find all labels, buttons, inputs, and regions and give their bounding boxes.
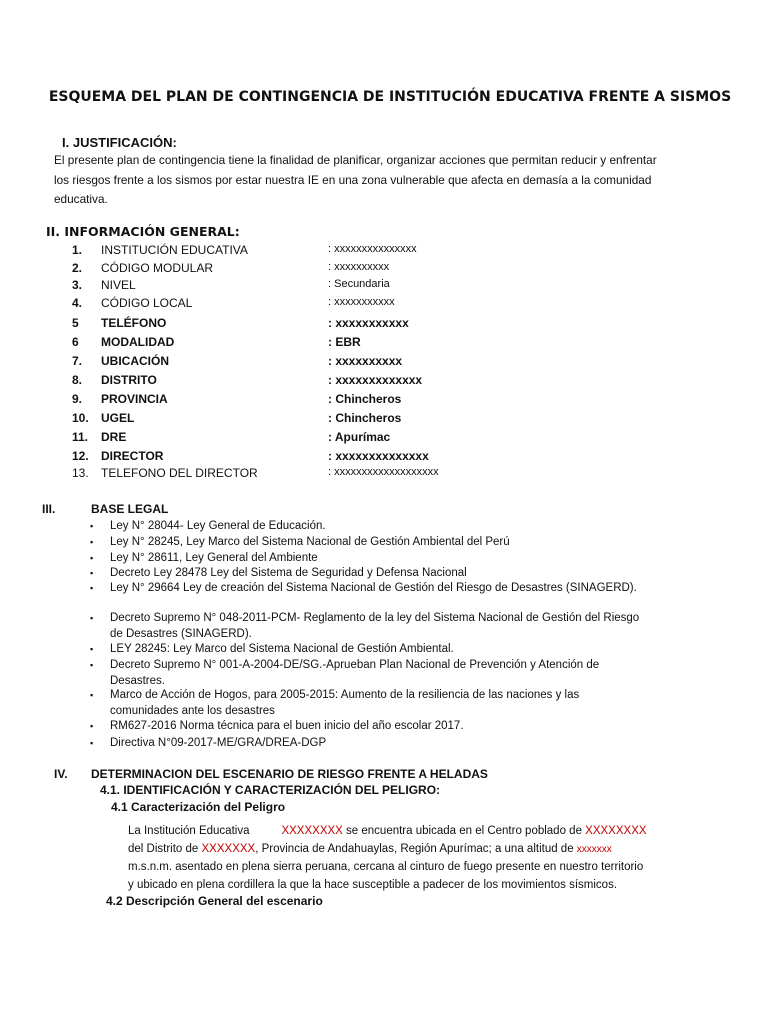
paragraph-text: , Provincia de Andahuaylas, Región Apurímac; a una altitud de [255, 843, 577, 855]
placeholder-altitud: xxxxxxx [576, 844, 612, 855]
paragraph-line [128, 840, 658, 858]
paragraph-line [128, 822, 658, 840]
bullet-icon: ▪ [90, 568, 94, 578]
legal-item-text: Directiva N°09-2017-ME/GRA/DREA-DGP [110, 737, 327, 749]
info-label: DISTRITO [101, 373, 157, 387]
section-informacion-heading: II. INFORMACIÓN GENERAL: [46, 224, 240, 239]
info-value: : xxxxxxxxxxx [328, 316, 409, 330]
info-label: UBICACIÓN [101, 354, 169, 368]
info-num: 5 [72, 316, 79, 330]
justificacion-line-3: educativa. [54, 192, 108, 206]
legal-item-text: RM627-2016 Norma técnica para el buen inicio del año escolar 2017. [110, 720, 464, 732]
info-row [0, 354, 768, 372]
document-title: ESQUEMA DEL PLAN DE CONTINGENCIA DE INSTITUCIÓN EDUCATIVA FRENTE A SISMOS [48, 89, 732, 105]
paragraph-text: del Distrito de [128, 843, 202, 855]
info-num: 6 [72, 335, 79, 349]
info-value: : xxxxxxxxxxxxxx [328, 449, 429, 463]
info-num: 10. [72, 411, 89, 425]
info-label: DRE [101, 430, 127, 444]
info-value: : Apurímac [328, 430, 391, 444]
info-num: 7. [72, 354, 83, 368]
info-value: : Chincheros [328, 411, 402, 425]
info-num: 4. [72, 296, 83, 310]
info-label: TELÉFONO [101, 316, 167, 330]
info-label: DIRECTOR [101, 449, 164, 463]
paragraph-text: se encuentra ubicada en el Centro poblado de [342, 825, 586, 837]
info-num: 13. [72, 466, 89, 480]
paragraph-line: y ubicado en plena cordillera la que la hace susceptible a padecer de los movimientos sísmicos. [128, 879, 618, 891]
placeholder-centro-poblado: XXXXXXXX [585, 825, 647, 837]
section-base-legal-heading: BASE LEGAL [91, 502, 169, 516]
bullet-icon: ▪ [90, 721, 94, 731]
info-num: 11. [72, 430, 89, 444]
bullet-icon: ▪ [90, 521, 94, 531]
bullet-icon: ▪ [90, 738, 94, 748]
legal-item-text: Decreto Ley 28478 Ley del Sistema de Seguridad y Defensa Nacional [110, 567, 467, 579]
bullet-icon: ▪ [90, 690, 94, 700]
section-justificacion-heading: I. JUSTIFICACIÓN: [62, 135, 177, 150]
legal-item-text: Ley N° 29664 Ley de creación del Sistema Nacional de Gestión del Riesgo de Desastres (SINAGERD). [110, 582, 637, 594]
info-num: 8. [72, 373, 83, 387]
info-value: : EBR [328, 335, 361, 349]
info-label: CÓDIGO MODULAR [101, 261, 214, 275]
placeholder-distrito: XXXXXXX [201, 843, 256, 855]
section-escenario-heading: DETERMINACION DEL ESCENARIO DE RIESGO FRENTE A HELADAS [91, 767, 488, 781]
section-base-legal-number: III. [42, 502, 56, 516]
justificacion-line-1: El presente plan de contingencia tiene la finalidad de planificar, organizar acciones que permitan reducir y enfrentar [54, 153, 657, 167]
info-value: : xxxxxxxxxxxxx [328, 373, 423, 387]
info-num: 3. [72, 278, 83, 292]
bullet-icon: ▪ [90, 583, 94, 593]
justificacion-paragraph [54, 151, 657, 210]
info-row [0, 392, 768, 410]
placeholder-institution: XXXXXXXX [281, 825, 343, 837]
subsection-identificacion-heading: 4.1. IDENTIFICACIÓN Y CARACTERIZACIÓN DEL PELIGRO: [100, 783, 441, 797]
info-row [0, 373, 768, 391]
bullet-icon: ▪ [90, 613, 94, 623]
info-row [0, 316, 768, 334]
info-row [0, 449, 768, 467]
info-row [0, 430, 768, 448]
info-num: 9. [72, 392, 83, 406]
legal-item-text: Ley N° 28611, Ley General del Ambiente [110, 552, 318, 564]
bullet-icon: ▪ [90, 660, 94, 670]
info-row [0, 278, 768, 296]
legal-item-text: Ley N° 28245, Ley Marco del Sistema Nacional de Gestión Ambiental del Perú [110, 536, 510, 548]
info-row [0, 261, 768, 279]
bullet-icon: ▪ [90, 553, 94, 563]
info-row [0, 296, 768, 314]
legal-item-text: LEY 28245: Ley Marco del Sistema Nacional de Gestión Ambiental. [110, 643, 454, 655]
paragraph-text: La Institución Educativa [128, 825, 250, 837]
info-label: CÓDIGO LOCAL [101, 296, 193, 310]
legal-item-text: Ley N° 28044- Ley General de Educación. [110, 520, 326, 532]
info-num: 12. [72, 449, 89, 463]
info-value: : Chincheros [328, 392, 402, 406]
info-label: MODALIDAD [101, 335, 175, 349]
caracterizacion-paragraph [128, 822, 658, 894]
info-row [0, 466, 768, 484]
info-value: : xxxxxxxxxxxxxxxxxxx [328, 466, 439, 478]
info-label: TELEFONO DEL DIRECTOR [101, 466, 258, 480]
info-label: NIVEL [101, 278, 136, 292]
info-value: : Secundaria [328, 278, 390, 290]
paragraph-line: m.s.n.m. asentado en plena sierra peruana, cercana al cinturo de fuego presente en nuestro territorio [128, 861, 644, 873]
info-row [0, 243, 768, 261]
info-num: 1. [72, 243, 83, 257]
legal-item-text: Decreto Supremo N° 001-A-2004-DE/SG.-Aprueban Plan Nacional de Prevención y Atención de Desastres. [110, 659, 600, 687]
info-row [0, 335, 768, 353]
info-num: 2. [72, 261, 83, 275]
info-value: : xxxxxxxxxx [328, 354, 403, 368]
section-escenario-number: IV. [54, 767, 68, 781]
info-row [0, 411, 768, 429]
bullet-icon: ▪ [90, 537, 94, 547]
info-value: : xxxxxxxxxxx [328, 296, 395, 308]
info-label: INSTITUCIÓN EDUCATIVA [101, 243, 248, 257]
info-label: PROVINCIA [101, 392, 168, 406]
subsection-caracterizacion-heading: 4.1 Caracterización del Peligro [111, 800, 286, 814]
legal-item-text: Marco de Acción de Hogos, para 2005-2015: Aumento de la resiliencia de las naciones y las comunidades ante los desastres [110, 689, 580, 717]
info-value: : xxxxxxxxxx [328, 261, 390, 273]
info-value: : xxxxxxxxxxxxxxx [328, 243, 417, 255]
bullet-icon: ▪ [90, 644, 94, 654]
subsection-descripcion-heading: 4.2 Descripción General del escenario [106, 894, 323, 908]
info-label: UGEL [101, 411, 135, 425]
legal-item-text: Decreto Supremo N° 048-2011-PCM- Reglamento de la ley del Sistema Nacional de Gestión del Riesgo de Desastres (SINAGERD). [110, 612, 640, 640]
justificacion-line-2: los riesgos frente a los sismos por estar nuestra IE en una zona vulnerable que afecta en demasía a la comunidad [54, 172, 652, 187]
